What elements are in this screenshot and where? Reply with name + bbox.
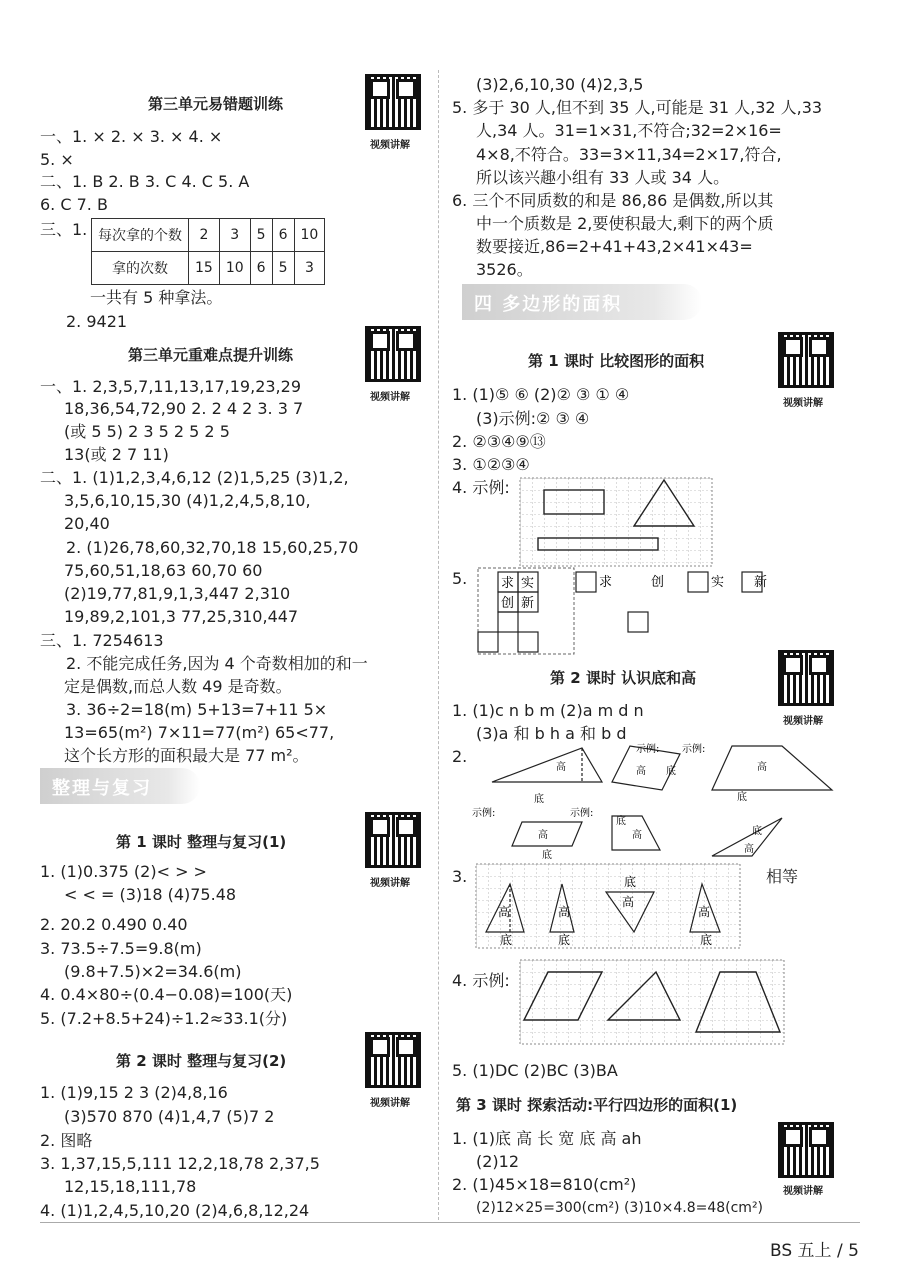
table-cell: 6 — [272, 219, 294, 252]
answer-line: (2)12×25=300(cm²) (3)10×4.8=48(cm²) — [476, 1200, 764, 1216]
answer-line: 定是偶数,而总人数 49 是奇数。 — [64, 677, 292, 696]
answer-line: 1. (1)底 高 长 宽 底 高 ah — [452, 1129, 642, 1148]
answer-line: (3)570 870 (4)1,4,7 (5)7 2 — [64, 1107, 275, 1126]
label-base: 底 — [700, 933, 713, 947]
answer-line: < < = (3)18 (4)75.48 — [64, 885, 237, 904]
qr-code[interactable] — [365, 326, 421, 382]
answer-line: 18,36,54,72,90 2. 2 4 2 3. 3 7 — [64, 399, 304, 418]
answer-line: 5. — [452, 569, 468, 588]
answer-line: 3. 1,37,15,5,111 12,2,18,78 2,37,5 — [40, 1154, 320, 1173]
label-base: 底 — [534, 794, 544, 805]
label-base: 底 — [737, 792, 747, 803]
answer-line: (或 5 5) 2 3 5 2 5 2 5 — [64, 422, 230, 441]
answer-line: 13=65(m²) 7×11=77(m²) 65<77, — [64, 723, 335, 742]
table-cell: 3 — [294, 252, 325, 285]
answer-line: 1. (1)9,15 2 3 (2)4,8,16 — [40, 1083, 228, 1102]
label-high: 高 — [757, 762, 767, 773]
label-high: 高 — [636, 766, 646, 777]
net-char: 新 — [521, 596, 535, 611]
qr-code[interactable] — [365, 74, 421, 130]
answer-line: 6. 三个不同质数的和是 86,86 是偶数,所以其 — [452, 191, 774, 210]
section-title: 第 1 课时 比较图形的面积 — [528, 352, 705, 370]
answer-line: 12,15,18,111,78 — [64, 1177, 197, 1196]
answer-line: 3. 36÷2=18(m) 5+13=7+11 5× — [66, 700, 328, 719]
answer-line: (2)12 — [476, 1152, 520, 1171]
label-example: 示例: — [472, 808, 496, 819]
answer-line: 一共有 5 种拿法。 — [90, 288, 223, 307]
answer-line: 4×8,不符合。33=3×11,34=2×17,符合, — [476, 145, 782, 164]
qr-caption: 视频讲解 — [783, 398, 823, 409]
net-char: 创 — [651, 575, 665, 590]
answer-line: 三、1. — [40, 220, 88, 239]
answer-line: 2. 9421 — [66, 312, 128, 331]
label-example: 示例: — [570, 808, 594, 819]
label-base: 底 — [616, 816, 626, 827]
grid-figure — [476, 864, 742, 950]
answer-line: 1. (1)0.375 (2)< > > — [40, 862, 207, 881]
label-base: 底 — [752, 826, 762, 837]
answer-line: 5. 多于 30 人,但不到 35 人,可能是 31 人,32 人,33 — [452, 98, 823, 117]
chapter-band — [40, 768, 200, 804]
answer-line: 1. (1)⑤ ⑥ (2)② ③ ① ④ — [452, 385, 630, 404]
answer-line: 4. (1)1,2,4,5,10,20 (2)4,6,8,12,24 — [40, 1201, 310, 1220]
grid-figure — [520, 960, 788, 1046]
qr-caption: 视频讲解 — [783, 716, 823, 727]
section-title: 第三单元易错题训练 — [148, 95, 284, 113]
qr-code[interactable] — [778, 1122, 834, 1178]
section-title: 第三单元重难点提升训练 — [128, 346, 294, 364]
answer-line: 3. ①②③④ — [452, 455, 530, 474]
answer-line: (2)19,77,81,9,1,3,447 2,310 — [64, 584, 291, 603]
answer-line: 三、1. 7254613 — [40, 631, 164, 650]
answer-line: 2. 不能完成任务,因为 4 个奇数相加的和一 — [66, 654, 368, 673]
section-title: 第 2 课时 整理与复习(2) — [116, 1052, 287, 1070]
label-high: 高 — [698, 905, 711, 919]
net-char: 求 — [599, 575, 613, 590]
qr-code[interactable] — [365, 1032, 421, 1088]
answer-line: 3526。 — [476, 260, 533, 279]
chapter-band-label: 整理与复习 — [52, 778, 152, 799]
answer-line: 75,60,51,18,63 60,70 60 — [64, 561, 263, 580]
answer-line: (3)示例:② ③ ④ — [476, 409, 590, 428]
chapter-band — [462, 284, 702, 320]
answer-line: 一、1. × 2. × 3. × 4. × — [40, 127, 223, 146]
answer-line: 2. ②③④⑨⑬ — [452, 432, 546, 451]
answer-line: 5. × — [40, 150, 74, 169]
qr-code[interactable] — [365, 812, 421, 868]
chapter-band-label: 四 多边形的面积 — [474, 294, 623, 315]
answer-line: 20,40 — [64, 514, 110, 533]
answer-table — [91, 218, 325, 285]
answer-line: 中一个质数是 2,要使积最大,剩下的两个质 — [476, 214, 774, 233]
column-divider — [438, 70, 439, 1220]
answer-line: (9.8+7.5)×2=34.6(m) — [64, 962, 242, 981]
section-title: 第 1 课时 整理与复习(1) — [116, 833, 287, 851]
page-number: BS 五上 / 5 — [770, 1241, 859, 1261]
net-char: 求 — [501, 576, 515, 591]
table-cell: 15 — [189, 252, 220, 285]
answer-line: 二、1. (1)1,2,3,4,6,12 (2)1,5,25 (3)1,2, — [40, 468, 349, 487]
qr-caption: 视频讲解 — [370, 140, 410, 151]
answer-line: 2. 图略 — [40, 1131, 93, 1150]
answer-line: 2. — [452, 747, 468, 766]
label-high: 高 — [498, 905, 511, 919]
footer-rule — [40, 1222, 860, 1223]
section-title: 第 2 课时 认识底和高 — [550, 669, 697, 687]
answer-line: 19,89,2,101,3 77,25,310,447 — [64, 607, 299, 626]
label-base: 底 — [624, 875, 637, 889]
base-height-figures — [472, 742, 842, 862]
label-base: 底 — [500, 933, 513, 947]
qr-caption: 视频讲解 — [370, 878, 410, 889]
answer-line: 2. 20.2 0.490 0.40 — [40, 915, 188, 934]
table-cell: 3 — [219, 219, 250, 252]
qr-caption: 视频讲解 — [370, 1098, 410, 1109]
table-cell: 拿的次数 — [92, 252, 189, 285]
label-base: 底 — [666, 766, 676, 777]
answer-line: 5. (7.2+8.5+24)÷1.2≈33.1(分) — [40, 1009, 288, 1028]
label-base: 底 — [542, 850, 552, 861]
answer-line: 3. — [452, 867, 468, 886]
section-title: 第 3 课时 探索活动:平行四边形的面积(1) — [456, 1096, 738, 1114]
answer-line: 人,34 人。31=1×31,不符合;32=2×16= — [476, 121, 782, 140]
label-high: 高 — [622, 895, 635, 909]
answer-line: 1. (1)c n b m (2)a m d n — [452, 701, 644, 720]
answer-line: (3)a 和 b h a 和 b d — [476, 724, 627, 743]
answer-line: 3,5,6,10,15,30 (4)1,2,4,5,8,10, — [64, 491, 311, 510]
answer-line: 这个长方形的面积最大是 77 m²。 — [64, 746, 309, 765]
table-cell: 10 — [294, 219, 325, 252]
label-example: 示例: — [682, 744, 706, 755]
table-cell: 每次拿的个数 — [92, 219, 189, 252]
label-example: 示例: — [636, 744, 660, 755]
net-char: 新 — [754, 575, 768, 590]
qr-caption: 视频讲解 — [783, 1186, 823, 1197]
table-cell: 10 — [219, 252, 250, 285]
answer-line: 13(或 2 7 11) — [64, 445, 169, 464]
label-high: 高 — [558, 905, 571, 919]
answer-line: 一、1. 2,3,5,7,11,13,17,19,23,29 — [40, 377, 302, 396]
label-high: 高 — [556, 762, 566, 773]
grid-figure — [520, 478, 720, 570]
answer-line: 2. (1)26,78,60,32,70,18 15,60,25,70 — [66, 538, 359, 557]
net-char: 实 — [711, 575, 725, 590]
cube-net-figure — [476, 566, 776, 658]
table-cell: 5 — [250, 219, 272, 252]
label-base: 底 — [558, 933, 571, 947]
label-high: 高 — [632, 830, 642, 841]
qr-caption: 视频讲解 — [370, 392, 410, 403]
label-high: 高 — [744, 844, 754, 855]
answer-line: 6. C 7. B — [40, 195, 108, 214]
answer-line: 4. 示例: — [452, 971, 510, 990]
label-high: 高 — [538, 830, 548, 841]
answer-line: 数要接近,86=2+41+43,2×41×43= — [476, 237, 753, 256]
net-char: 实 — [521, 576, 535, 591]
qr-code[interactable] — [778, 332, 834, 388]
table-cell: 5 — [272, 252, 294, 285]
answer-note: 相等 — [766, 867, 799, 886]
answer-line: 3. 73.5÷7.5=9.8(m) — [40, 939, 202, 958]
answer-line: 所以该兴趣小组有 33 人或 34 人。 — [476, 168, 730, 187]
qr-code[interactable] — [778, 650, 834, 706]
answer-line: 4. 0.4×80÷(0.4−0.08)=100(天) — [40, 985, 293, 1004]
table-cell: 2 — [189, 219, 220, 252]
answer-line: 4. 示例: — [452, 478, 510, 497]
table-cell: 6 — [250, 252, 272, 285]
answer-line: 二、1. B 2. B 3. C 4. C 5. A — [40, 172, 250, 191]
answer-line: 2. (1)45×18=810(cm²) — [452, 1175, 637, 1194]
net-char: 创 — [501, 596, 515, 611]
answer-line: 5. (1)DC (2)BC (3)BA — [452, 1061, 618, 1080]
answer-line: (3)2,6,10,30 (4)2,3,5 — [476, 75, 644, 94]
